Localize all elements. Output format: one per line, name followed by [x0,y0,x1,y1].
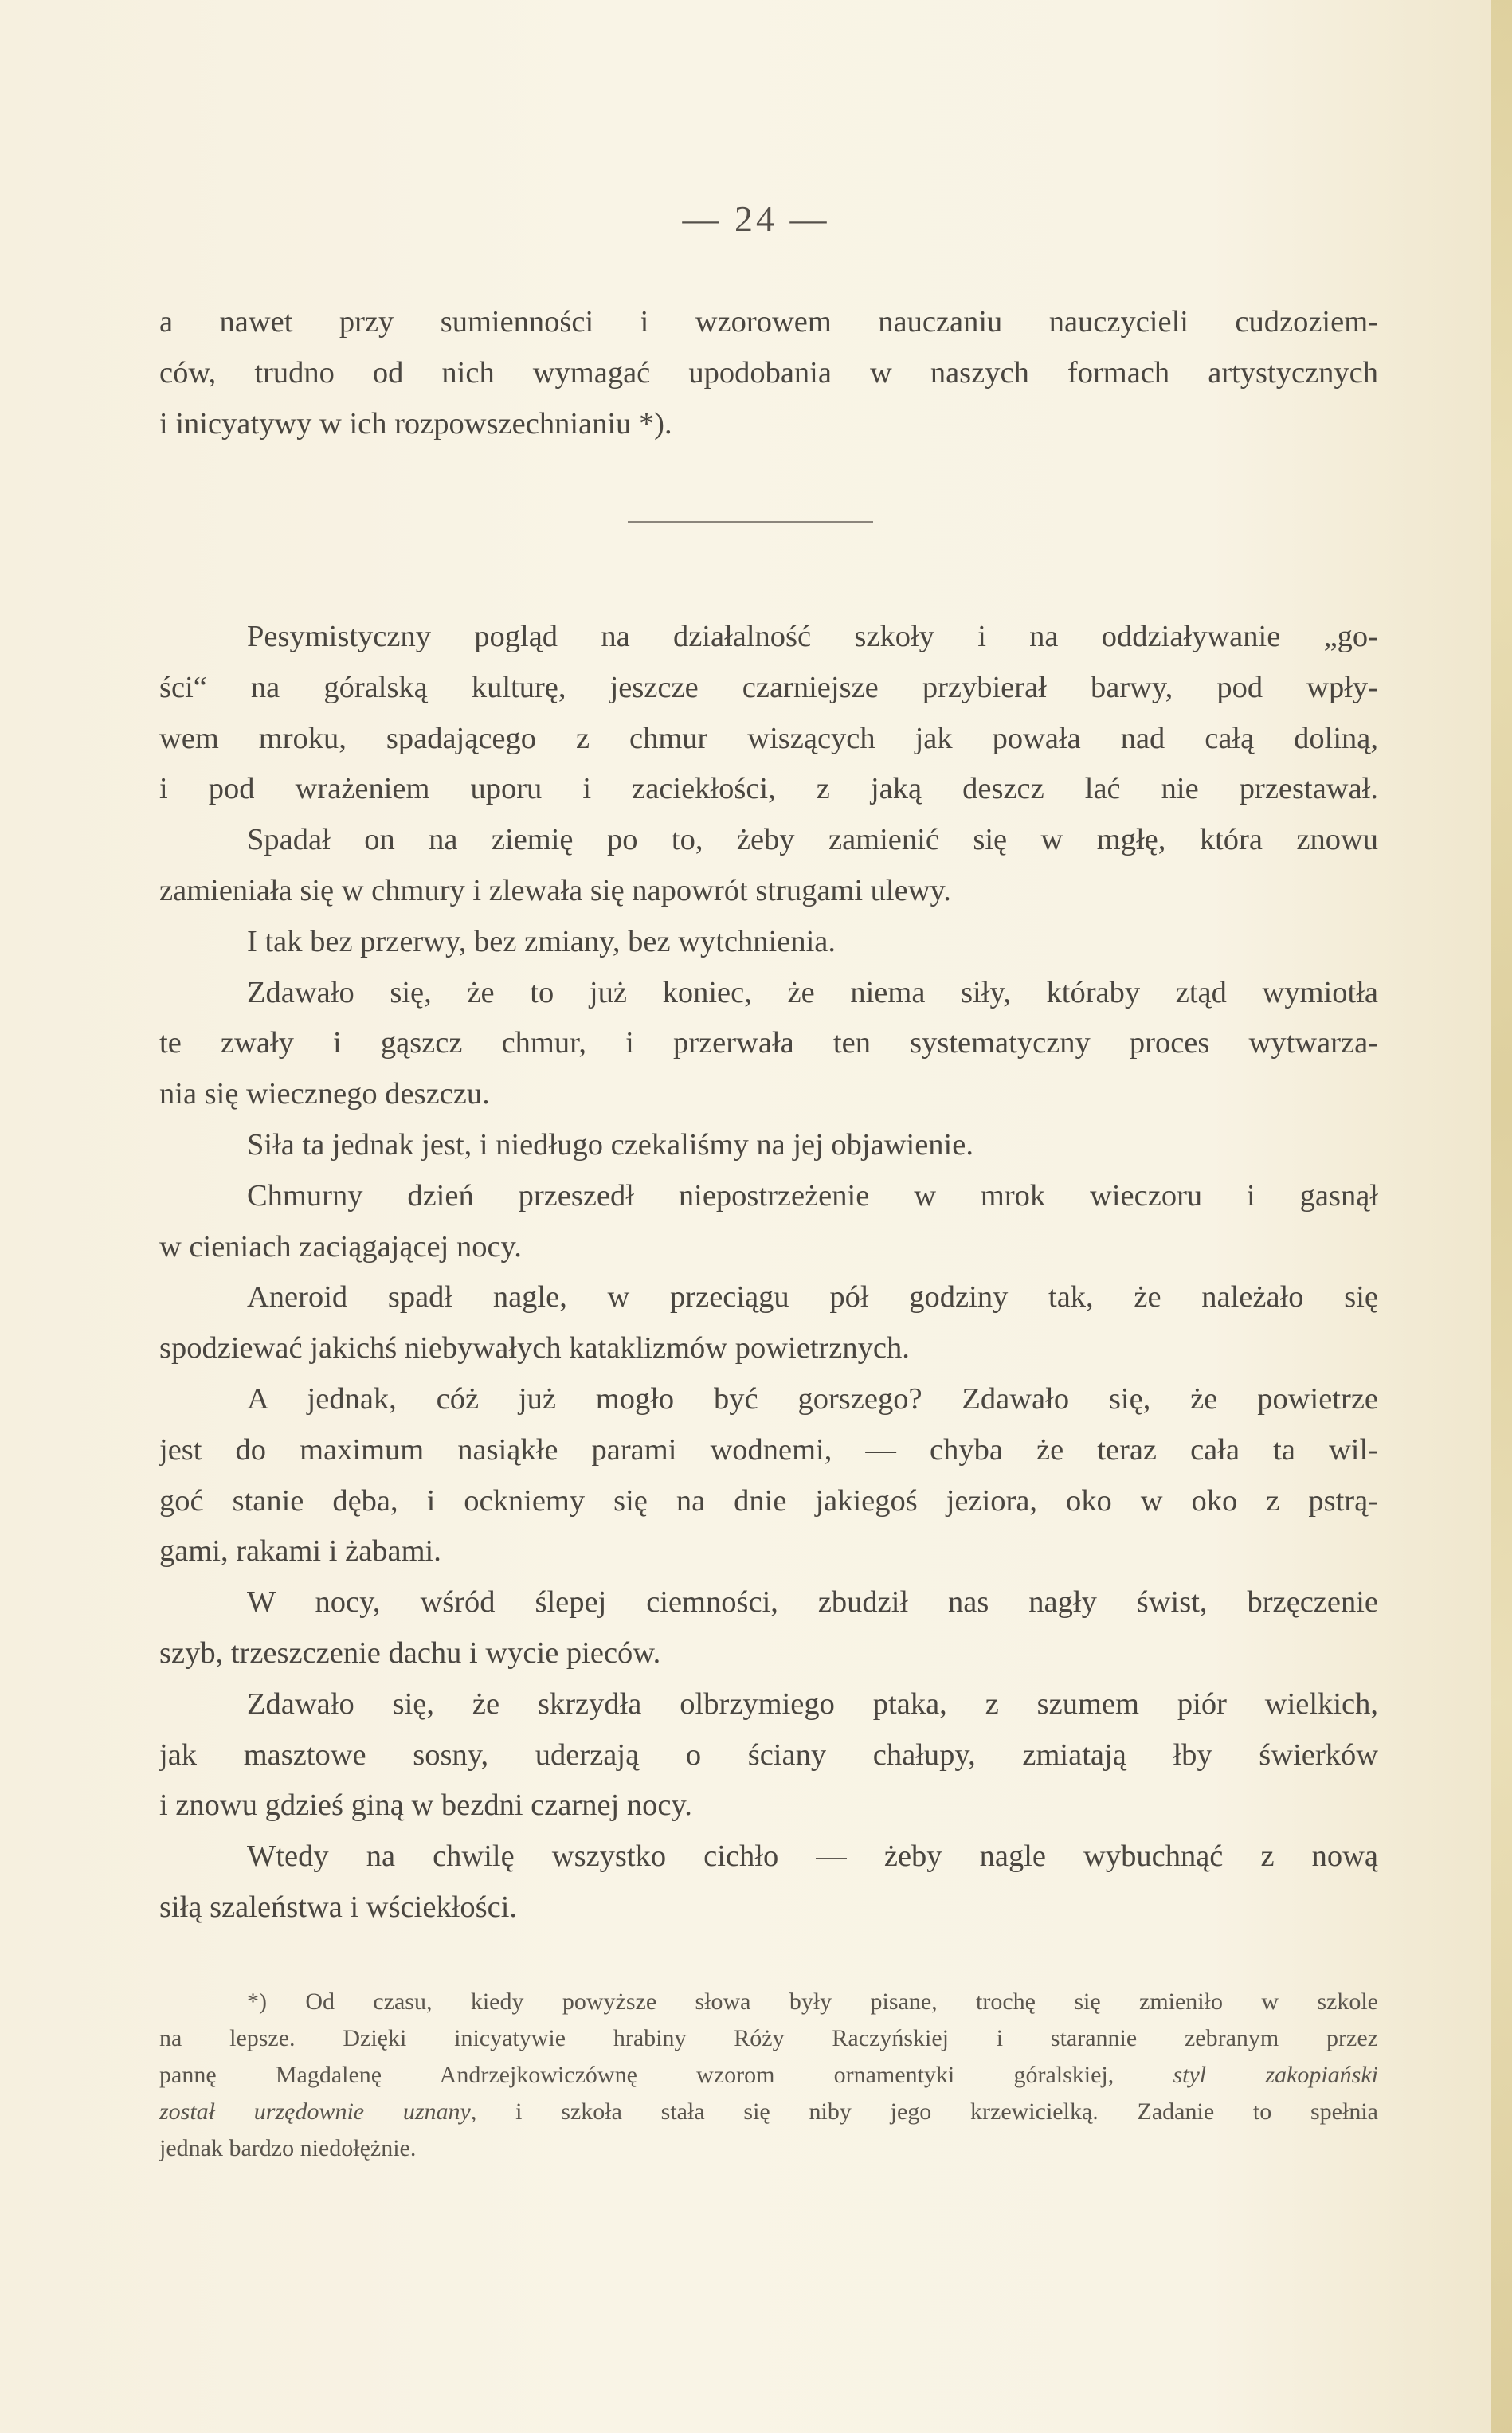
footnote-line: *) Od czasu, kiedy powyższe słowa były pisane, trochę się zmieniło w szkole [247,1988,1378,2015]
intro-paragraph [159,297,1378,449]
footnote-italic: został urzędownie uznany [159,2098,471,2125]
footnote-line: jednak bardzo niedołężnie. [159,2135,417,2161]
text-line: Aneroid spadł nagle, w przeciągu pół godziny tak, że należało się [247,1280,1378,1314]
text-line: spodziewać jakichś niebywałych kataklizmów powietrznych. [159,1331,910,1365]
text-line: siłą szaleństwa i wściekłości. [159,1890,518,1924]
text-line: Zdawało się, że skrzydła olbrzymiego ptaka, z szumem piór wielkich, [247,1687,1378,1721]
footnote-line [159,2094,1378,2130]
section-divider [628,521,873,523]
main-text [159,612,1378,1933]
text-line: A jednak, cóż już mogło być gorszego? Zdawało się, że powietrze [247,1381,1378,1416]
text-line: W nocy, wśród ślepej ciemności, zbudził nas nagły świst, brzęczenie [247,1585,1378,1620]
text-line: Wtedy na chwilę wszystko cichło — żeby nagle wybuchnąć z nową [247,1839,1378,1874]
text-line: I tak bez przerwy, bez zmiany, bez wytchnienia. [247,924,836,958]
text-line: ców, trudno od nich wymagać upodobania w naszych formach artystycznych [159,355,1378,390]
text-line: Zdawało się, że to już koniec, że niema siły, któraby ztąd wymiotła [247,975,1378,1009]
footnote-line: na lepsze. Dzięki inicyatywie hrabiny Róży Raczyńskiej i starannie zebranym przez [159,2025,1378,2051]
text-line: nia się wiecznego deszczu. [159,1077,490,1111]
text-line: Pesymistyczny pogląd na działalność szkoły i na oddziaływanie „go- [247,620,1378,653]
text-line: wem mroku, spadającego z chmur wiszących jak powała nad całą doliną, [159,721,1378,755]
text-line: i inicyatywy w ich rozpowszechnianiu *). [159,406,672,441]
text-line: Spadał on na ziemię po to, żeby zamienić się w mgłę, która znowu [247,823,1378,857]
text-line: Chmurny dzień przeszedł niepostrzeżenie w mrok wieczoru i gasnął [247,1178,1378,1213]
text-line: w cieniach zaciągającej nocy. [159,1229,522,1264]
page-edge-stain [1491,0,1512,2433]
text-line: i pod wrażeniem uporu i zaciekłości, z jaką deszcz lać nie przestawał. [159,772,1378,806]
footnote-line [159,2057,1378,2094]
footnote [159,1984,1378,2167]
text-line: jest do maximum nasiąkłe parami wodnemi, — chyba że teraz cała ta wil- [159,1432,1378,1467]
text-line: ści“ na góralską kulturę, jeszcze czarniejsze przybierał barwy, pod wpły- [159,670,1378,704]
text-line: szyb, trzeszczenie dachu i wycie pieców. [159,1636,661,1670]
footnote-text: pannę Magdalenę Andrzejkowiczównę wzorom ornamentyki góralskiej, [159,2062,1173,2088]
text-line: zamieniała się w chmury i zlewała się napowrót strugami ulewy. [159,873,951,907]
page-number: — 24 — [682,198,830,239]
text-line: Siła ta jednak jest, i niedługo czekaliśmy na jej objawienie. [247,1127,973,1162]
text-line: i znowu gdzieś giną w bezdni czarnej nocy. [159,1789,692,1823]
text-line: goć stanie dęba, i ockniemy się na dnie jakiegoś jeziora, oko w oko z pstrą- [159,1483,1378,1518]
text-line: te zwały i gąszcz chmur, i przerwała ten systematyczny proces wytwarza- [159,1026,1378,1060]
footnote-text: , i szkoła stała się niby jego krzewicielką. Zadanie to spełnia [470,2098,1378,2125]
text-line: a nawet przy sumienności i wzorowem nauczaniu nauczycieli cudzoziem- [159,305,1378,339]
footnote-italic: styl zakopiański [1173,2062,1378,2088]
text-line: gami, rakami i żabami. [159,1534,441,1569]
text-line: jak masztowe sosny, uderzają o ściany chałupy, zmiatają łby świerków [159,1738,1378,1772]
